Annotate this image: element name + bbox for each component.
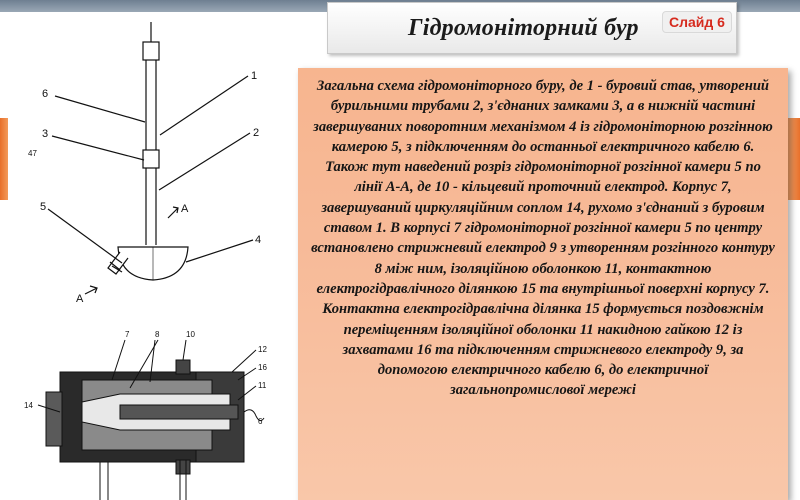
- label-a-lower: A: [76, 293, 84, 305]
- label-s7: 7: [125, 330, 130, 339]
- label-s12: 12: [258, 345, 267, 354]
- drill-assembly-drawing: [48, 22, 253, 294]
- description-panel: [298, 68, 788, 500]
- label-s10: 10: [186, 330, 195, 339]
- label-s14: 14: [24, 401, 33, 410]
- label-a-upper: A: [181, 203, 189, 215]
- slide-title: Гідромоніторний бур: [408, 14, 639, 41]
- drill-diagram: [0, 0, 298, 500]
- right-accent-stripe: [788, 118, 800, 200]
- label-6: 6: [42, 88, 49, 100]
- label-1: 1: [251, 70, 258, 82]
- label-s16: 16: [258, 363, 267, 372]
- label-s8: 8: [155, 330, 160, 339]
- label-s6: 6: [258, 417, 263, 426]
- label-2: 2: [253, 127, 260, 139]
- label-4: 4: [255, 234, 262, 246]
- label-5: 5: [40, 201, 47, 213]
- slide-number-badge: Слайд 6: [662, 11, 732, 33]
- label-3: 3: [42, 128, 49, 140]
- side-mark: 47: [28, 149, 37, 158]
- label-s11: 11: [258, 381, 267, 390]
- chamber-section-drawing: [38, 340, 264, 500]
- description-text: Загальна схема гідромоніторного буру, де 1 - буровий став, утворений бурильними трубами 2, з'єднаних замками 3, а в нижній частині завершуваних поворотним механізмом 4 із гідромоніторною розгінною камерою 5, з підключенням до останньої електричного кабелю 6. Також тут наведений розріз гідромоніторної розгінної камери 5 по лінії А-А, де 10 - кільцевий проточний електрод. Корпус 7, завершуваний циркуляційним соплом 14, рухомо з'єднаний з буровим ставом 1. В корпусі 7 гідромоніторної розгінної камери 5 по центру встановлено стрижневий електрод 9 з утворенням розгінного контуру 8 між ним, ізоляційною оболонкою 11, контактною електрогідравлічного ділянкою 15 та внутрішньої поверхні корпусу 7. Контактна електрогідравлічна ділянка 15 формується поздовжнім переміщенням ізоляційної оболонки 11 накидною гайкою 12 із захватами 16 та підключенням стрижневого електроду 9, за допомогою електричного кабелю 6, до електричної загальнопромислової мережі: [311, 78, 775, 399]
